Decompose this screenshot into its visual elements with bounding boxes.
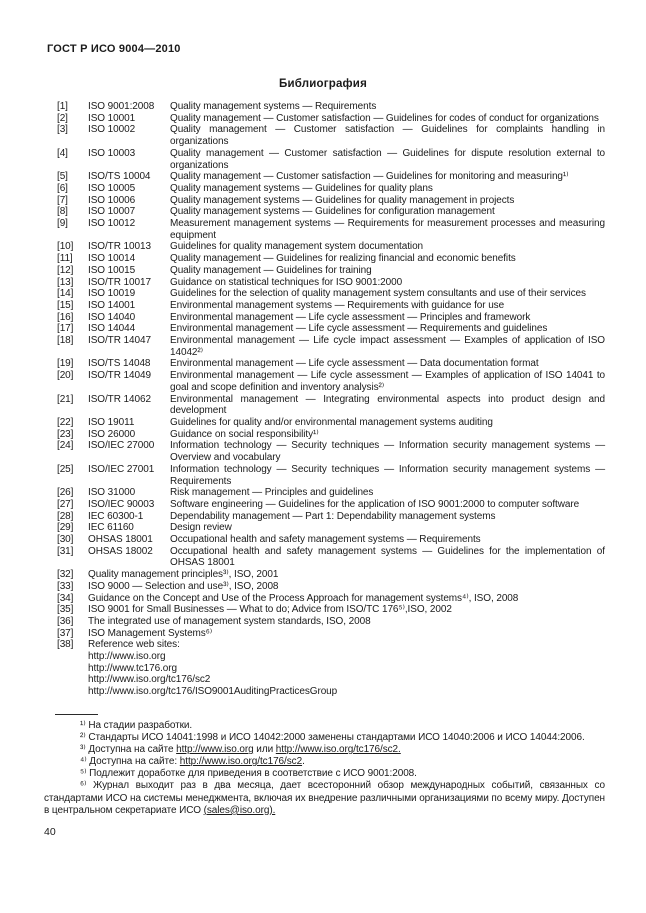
reference-description: Quality management — Customer satisfaction — Guidelines for monitoring and measuring¹⁾ <box>170 171 569 183</box>
reference-entry <box>57 265 605 277</box>
footnote-separator <box>55 714 98 715</box>
footnote-link[interactable]: http://www.iso.org/tc176/sc2. <box>275 744 401 756</box>
reference-entry <box>57 440 605 463</box>
reference-number: [5] <box>57 171 68 183</box>
reference-entry <box>57 417 605 429</box>
reference-code: ISO/IEC 27001 <box>88 463 155 475</box>
reference-code: ISO/TR 10017 <box>88 276 151 288</box>
reference-entry <box>57 499 605 511</box>
reference-number: [19] <box>57 358 74 370</box>
reference-description: Quality management — Guidelines for realizing financial and economic benefits <box>170 253 516 265</box>
reference-description: Occupational health and safety management systems — Requirements <box>170 534 481 546</box>
reference-description: Environmental management — Life cycle assessment — Examples of application of ISO 14041 to goal and scope definition and inventory analysis²⁾ <box>170 370 605 393</box>
reference-description: Design review <box>170 522 232 534</box>
reference-description: Environmental management — Life cycle assessment — Requirements and guidelines <box>170 323 548 335</box>
reference-description: ISO 9000 — Selection and use³⁾, ISO, 2008 <box>88 580 279 592</box>
reference-number: [12] <box>57 264 74 276</box>
reference-number: [25] <box>57 463 74 475</box>
reference-number: [1] <box>57 101 68 112</box>
reference-description: Information technology — Security techniques — Information security management systems — Overview and vocabulary <box>170 440 605 464</box>
reference-description: ISO 9001 for Small Businesses — What to do; Advice from ISO/TC 176⁵⁾,ISO, 2002 <box>88 604 452 616</box>
footnote: ⁶⁾ Журнал выходит раз в два месяца, дает всесторонний обзор международных событий, связанных со стандартами ИСО на системы менеджмента, включая их внедрение различными организациями по всему миру. Доступен в центральном секретариате ИСО (sales@iso.org). <box>44 780 605 816</box>
reference-code: ISO/TR 10013 <box>88 241 151 253</box>
reference-number: [9] <box>57 218 68 230</box>
reference-description: Measurement management systems — Requirements for measurement processes and measuring equipment <box>170 218 605 241</box>
reference-description: Quality management — Customer satisfaction — Guidelines for dispute resolution external to organizations <box>170 147 605 171</box>
reference-description: Environmental management systems — Requirements with guidance for use <box>170 299 505 311</box>
reference-entry <box>57 277 605 289</box>
reference-entry <box>57 628 605 640</box>
reference-number: [31] <box>57 545 74 557</box>
reference-entry <box>57 534 605 546</box>
reference-number: [14] <box>57 288 74 300</box>
reference-entry <box>57 253 605 265</box>
reference-code: ISO/TR 14062 <box>88 393 151 405</box>
reference-number: [20] <box>57 370 74 382</box>
reference-url: http://www.iso.org <box>88 651 166 663</box>
document-header: ГОСТ Р ИСО 9004—2010 <box>47 43 181 55</box>
reference-code: ISO 10005 <box>88 182 136 194</box>
reference-code: ISO 9001:2008 <box>88 101 155 112</box>
reference-entry <box>57 195 605 207</box>
reference-code: ISO 10006 <box>88 194 136 206</box>
reference-entry <box>57 113 605 125</box>
reference-description: Quality management principles³⁾, ISO, 2001 <box>88 569 279 581</box>
reference-code: ISO/TR 14049 <box>88 370 151 382</box>
reference-entry <box>57 464 605 487</box>
reference-entry <box>57 124 605 147</box>
page-number: 40 <box>44 826 56 838</box>
reference-description: Quality management — Customer satisfaction — Guidelines for complaints handling in organizations <box>170 124 605 148</box>
footnotes-section <box>44 720 605 817</box>
footnote-link[interactable]: http://www.iso.org <box>176 744 254 756</box>
reference-description: Environmental management — Life cycle assessment — Principles and framework <box>170 311 531 323</box>
reference-entry <box>57 522 605 534</box>
reference-entry <box>57 148 605 171</box>
reference-code: ISO 10015 <box>88 264 136 276</box>
reference-entry <box>57 581 605 593</box>
footnote: ¹⁾ На стадии разработки. <box>80 720 193 731</box>
reference-description: Quality management systems — Requirements <box>170 101 377 112</box>
reference-code: ISO 31000 <box>88 487 136 499</box>
reference-number: [6] <box>57 182 68 194</box>
reference-entry <box>57 218 605 241</box>
reference-number: [32] <box>57 569 74 581</box>
reference-description: Quality management systems — Guidelines for quality management in projects <box>170 194 515 206</box>
reference-code: ISO 10001 <box>88 112 136 124</box>
reference-entry <box>57 429 605 441</box>
reference-entry <box>57 370 605 393</box>
reference-code: ISO 10012 <box>88 218 136 230</box>
reference-code: ISO 10014 <box>88 253 136 265</box>
reference-number: [15] <box>57 299 74 311</box>
reference-number: [38] <box>57 639 74 651</box>
reference-description: Guidance on social responsibility¹⁾ <box>170 428 319 440</box>
footnote: ³⁾ Доступна на сайте http://www.iso.org или http://www.iso.org/tc176/sc2. <box>80 744 401 756</box>
reference-description: Guidelines for quality management system documentation <box>170 241 424 253</box>
reference-code: ISO/IEC 27000 <box>88 440 155 452</box>
footnote: ⁴⁾ Доступна на сайте: http://www.iso.org/tc176/sc2. <box>80 756 305 768</box>
reference-description: Environmental management — Life cycle assessment — Data documentation format <box>170 358 539 370</box>
reference-description: Information technology — Security techniques — Information security management systems — Requirements <box>170 463 605 487</box>
footnote-link[interactable]: http://www.iso.org/tc176/sc2 <box>179 756 303 768</box>
reference-entry <box>57 639 605 698</box>
footnote: ⁵⁾ Подлежит доработке для приведения в соответствие с ИСО 9001:2008. <box>80 768 417 780</box>
reference-number: [13] <box>57 276 74 288</box>
reference-code: ISO 10019 <box>88 288 136 300</box>
reference-number: [36] <box>57 615 74 627</box>
reference-number: [33] <box>57 580 74 592</box>
page-title: Библиография <box>278 78 367 90</box>
reference-number: [22] <box>57 416 74 428</box>
reference-description: Quality management — Customer satisfaction — Guidelines for codes of conduct for organizations <box>170 112 599 124</box>
reference-list <box>57 101 605 698</box>
reference-entry <box>57 569 605 581</box>
reference-code: ISO 14001 <box>88 299 136 311</box>
reference-number: [18] <box>57 335 74 347</box>
reference-entry <box>57 487 605 499</box>
reference-number: [35] <box>57 604 74 616</box>
reference-entry <box>57 335 605 358</box>
reference-code: ISO/TR 14047 <box>88 335 151 347</box>
reference-number: [23] <box>57 428 74 440</box>
reference-description: Risk management — Principles and guidelines <box>170 487 374 499</box>
reference-description: ISO Management Systems⁶⁾ <box>88 627 213 639</box>
reference-description: Guidance on the Concept and Use of the Process Approach for management systems⁴⁾, ISO, 2008 <box>88 592 519 604</box>
reference-code: OHSAS 18002 <box>88 545 153 557</box>
reference-number: [21] <box>57 393 74 405</box>
reference-entry <box>57 546 605 569</box>
reference-code: ISO 14040 <box>88 311 136 323</box>
reference-entry <box>57 323 605 335</box>
reference-description: Guidance on statistical techniques for ISO 9001:2000 <box>170 276 403 288</box>
reference-description: The integrated use of management system standards, ISO, 2008 <box>88 615 371 627</box>
reference-number: [24] <box>57 440 74 452</box>
reference-code: ISO 10002 <box>88 124 136 136</box>
reference-entry <box>57 312 605 324</box>
reference-description: Guidelines for the selection of quality management system consultants and use of their services <box>170 288 586 300</box>
reference-number: [16] <box>57 311 74 323</box>
reference-entry <box>57 183 605 195</box>
reference-code: ISO/TS 14048 <box>88 358 151 370</box>
reference-number: [7] <box>57 194 68 206</box>
reference-number: [34] <box>57 592 74 604</box>
reference-description: Reference web sites: http://www.iso.org http://www.tc176.org http://www.iso.org/tc176/sc2 http://www.iso.org/tc176/ISO9001AuditingPracticesGroup <box>88 639 605 698</box>
reference-code: OHSAS 18001 <box>88 534 153 546</box>
reference-description: Software engineering — Guidelines for the application of ISO 9001:2000 to computer software <box>170 498 580 510</box>
reference-description: Quality management systems — Guidelines for configuration management <box>170 206 495 218</box>
reference-entry <box>57 206 605 218</box>
footnote-link[interactable]: (sales@iso.org). <box>203 804 276 816</box>
reference-description: Environmental management — Life cycle impact assessment — Examples of application of ISO 14042²⁾ <box>170 335 605 358</box>
reference-entry <box>57 288 605 300</box>
reference-entry <box>57 604 605 616</box>
reference-number: [27] <box>57 498 74 510</box>
reference-number: [4] <box>57 147 68 159</box>
reference-entry <box>57 593 605 605</box>
reference-number: [17] <box>57 323 74 335</box>
reference-code: ISO 26000 <box>88 428 136 440</box>
reference-code: ISO/TS 10004 <box>88 171 151 183</box>
reference-entry <box>57 241 605 253</box>
reference-entry <box>57 616 605 628</box>
reference-code: IEC 60300-1 <box>88 510 144 522</box>
reference-code: ISO/IEC 90003 <box>88 498 155 510</box>
reference-number: [29] <box>57 522 74 534</box>
reference-entry <box>57 300 605 312</box>
reference-number: [3] <box>57 124 68 136</box>
reference-code: ISO 14044 <box>88 323 136 335</box>
reference-url: http://www.iso.org/tc176/sc2 <box>88 674 211 686</box>
reference-entry <box>57 101 605 113</box>
reference-code: ISO 10003 <box>88 147 136 159</box>
reference-description: Quality management — Guidelines for training <box>170 264 372 276</box>
reference-entry <box>57 171 605 183</box>
reference-number: [10] <box>57 241 74 253</box>
reference-number: [2] <box>57 112 68 124</box>
reference-entry <box>57 394 605 417</box>
footnote: ²⁾ Стандарты ИСО 14041:1998 и ИСО 14042:2000 заменены стандартами ИСО 14040:2006 и ИСО 14044:2006. <box>80 732 585 744</box>
reference-url: http://www.iso.org/tc176/ISO9001AuditingPracticesGroup <box>88 686 338 698</box>
reference-code: ISO 10007 <box>88 206 136 218</box>
reference-code: IEC 61160 <box>88 522 134 534</box>
reference-number: [30] <box>57 534 74 546</box>
reference-url: http://www.tc176.org <box>88 662 178 674</box>
reference-description: Environmental management — Integrating environmental aspects into product design and development <box>170 393 605 417</box>
reference-number: [26] <box>57 487 74 499</box>
reference-entry <box>57 511 605 523</box>
reference-entry <box>57 358 605 370</box>
reference-description: Occupational health and safety management systems — Guidelines for the implementation of OHSAS 18001 <box>170 545 605 569</box>
reference-description: Dependability management — Part 1: Dependability management systems <box>170 510 496 522</box>
reference-description: Guidelines for quality and/or environmental management systems auditing <box>170 416 493 428</box>
reference-number: [28] <box>57 510 74 522</box>
reference-number: [37] <box>57 627 74 639</box>
reference-description: Quality management systems — Guidelines for quality plans <box>170 182 433 194</box>
reference-number: [11] <box>57 253 73 265</box>
reference-code: ISO 19011 <box>88 416 135 428</box>
reference-number: [8] <box>57 206 68 218</box>
